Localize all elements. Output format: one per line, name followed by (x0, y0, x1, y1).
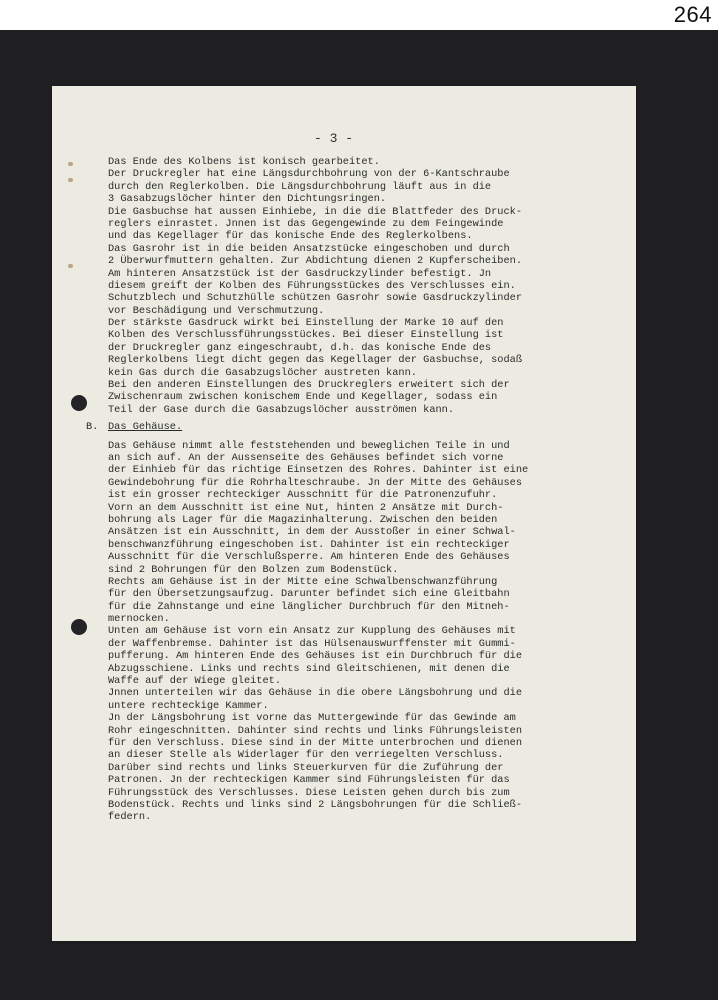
paragraph-housing (108, 440, 608, 824)
text-line: kein Gas durch die Gasabzugslöcher austreten kann. (108, 366, 417, 379)
text-line: Die Gasbuchse hat aussen Einhiebe, in die die Blattfeder des Druck- (108, 205, 523, 218)
text-line: Schutzblech und Schutzhülle schützen Gasrohr sowie Gasdruckzylinder (108, 292, 523, 305)
text-line: Unten am Gehäuse ist vorn ein Ansatz zur Kupplung des Gehäuses mit (108, 625, 516, 638)
text-line: Jn der Längsbohrung ist vorne das Muttergewinde für das Gewinde am (108, 712, 516, 725)
text-line: an sich auf. An der Aussenseite des Gehäuses befindet sich vorne (108, 451, 504, 464)
text-line: federn. (108, 811, 152, 824)
typewritten-page (52, 86, 636, 941)
text-line: Reglerkolbens liegt dicht gegen das Kegellager der Gasbuchse, sodaß (108, 354, 523, 367)
text-line: sind 2 Bohrungen für den Bolzen zum Bodenstück. (108, 563, 399, 576)
section-title: Das Gehäuse. (108, 421, 183, 434)
rust-mark-icon (68, 178, 73, 182)
archive-page-number: 264 (673, 2, 712, 27)
punch-hole-icon (71, 395, 87, 411)
text-line: mernocken. (108, 613, 170, 626)
text-line: 3 Gasabzugslöcher hinter den Dichtungsringen. (108, 193, 387, 206)
text-line: Rohr eingeschnitten. Dahinter sind rechts und links Führungsleisten (108, 724, 523, 737)
text-line: Das Ende des Kolbens ist konisch gearbeitet. (108, 156, 380, 168)
rust-mark-icon (68, 162, 73, 166)
text-line: vor Beschädigung und Verschmutzung. (108, 304, 325, 317)
text-line: ist ein grosser rechteckiger Ausschnitt für die Patronenzufuhr. (108, 489, 498, 502)
text-line: untere rechteckige Kammer. (108, 699, 269, 712)
text-line: Gewindebohrung für die Rohrhalteschraube. Jn der Mitte des Gehäuses (108, 476, 523, 489)
text-line: für den Verschluss. Diese sind in der Mitte unterbrochen und dienen (108, 736, 523, 749)
text-line: benschwanzführung eingeschoben ist. Dahinter ist ein rechteckiger (108, 538, 510, 551)
text-line: Das Gasrohr ist in die beiden Ansatzstücke eingeschoben und durch (108, 242, 510, 255)
text-line: Führungsstück des Verschlusses. Diese Leisten gehen durch bis zum (108, 786, 510, 799)
text-line: für die Zahnstange und eine länglicher Durchbruch für den Mitneh- (108, 600, 510, 613)
text-line: pufferung. Am hinteren Ende des Gehäuses ist ein Durchbruch für die (108, 650, 523, 663)
text-line: Der stärkste Gasdruck wirkt bei Einstellung der Marke 10 auf den (108, 317, 504, 330)
text-line: Bei den anderen Einstellungen des Druckreglers erweitert sich der (108, 379, 510, 392)
text-line: Ausschnitt für die Verschlußsperre. Am hinteren Ende des Gehäuses (108, 551, 510, 564)
text-line: Am hinteren Ansatzstück ist der Gasdruckzylinder befestigt. Jn (108, 267, 492, 280)
text-line: Patronen. Jn der rechteckigen Kammer sind Führungsleisten für das (108, 774, 510, 787)
section-letter: B. (86, 421, 99, 434)
text-line: der Einhieb für das richtige Einsetzen des Rohres. Dahinter ist eine (108, 464, 529, 477)
text-line: an dieser Stelle als Widerlager für den verriegelten Verschluss. (108, 749, 504, 762)
text-line: reglers einrastet. Jnnen ist das Gegengewinde zu dem Feingewinde (108, 217, 504, 230)
punch-hole-icon (71, 619, 87, 635)
text-line: durch den Reglerkolben. Die Längsdurchbohrung läuft aus in die (108, 180, 492, 193)
text-line: für den Übersetzungsaufzug. Darunter befindet sich eine Gleitbahn (108, 588, 510, 601)
text-line: Jnnen unterteilen wir das Gehäuse in die obere Längsbohrung und die (108, 687, 523, 700)
text-line: Waffe auf der Wiege gleitet. (108, 675, 282, 688)
paragraph-gas-system (108, 156, 608, 416)
page-header-number: - 3 - (314, 131, 354, 146)
text-line: Das Gehäuse nimmt alle feststehenden und beweglichen Teile in und (108, 439, 510, 452)
text-line: der Waffenbremse. Dahinter ist das Hülsenauswurffenster mit Gummi- (108, 637, 516, 650)
rust-mark-icon (68, 264, 73, 268)
section-heading (86, 421, 608, 434)
text-line: Darüber sind rechts und links Steuerkurven für die Zuführung der (108, 761, 504, 774)
text-line: und das Kegellager für das konische Ende des Reglerkolbens. (108, 230, 473, 243)
text-line: Teil der Gase durch die Gasabzugslöcher ausströmen kann. (108, 403, 455, 416)
text-line: diesem greift der Kolben des Führungsstückes des Verschlusses ein. (108, 279, 516, 292)
text-line: Bodenstück. Rechts und links sind 2 Längsbohrungen für die Schließ- (108, 798, 523, 811)
text-line: Rechts am Gehäuse ist in der Mitte eine Schwalbenschwanzführung (108, 575, 498, 588)
text-line: Der Druckregler hat eine Längsdurchbohrung von der 6-Kantschraube (108, 168, 510, 181)
text-line: Kolben des Verschlussführungsstückes. Bei dieser Einstellung ist (108, 329, 504, 342)
text-line: 2 Überwurfmuttern gehalten. Zur Abdichtung dienen 2 Kupferscheiben. (108, 255, 523, 268)
text-line: der Druckregler ganz eingeschraubt, d.h. das konische Ende des (108, 341, 492, 354)
text-line: Vorn an dem Ausschnitt ist eine Nut, hinten 2 Ansätze mit Durch- (108, 501, 504, 514)
archive-header-band (0, 0, 718, 30)
text-line: Abzugsschiene. Links und rechts sind Gleitschienen, mit denen die (108, 662, 510, 675)
document-body (86, 156, 608, 824)
text-line: bohrung als Lager für die Magazinhalterung. Zwischen den beiden (108, 513, 498, 526)
text-line: Zwischenraum zwischen konischem Ende und Kegellager, sodass ein (108, 391, 498, 404)
text-line: Ansätzen ist ein Ausschnitt, in dem der Ausstoßer in einer Schwal- (108, 526, 516, 539)
